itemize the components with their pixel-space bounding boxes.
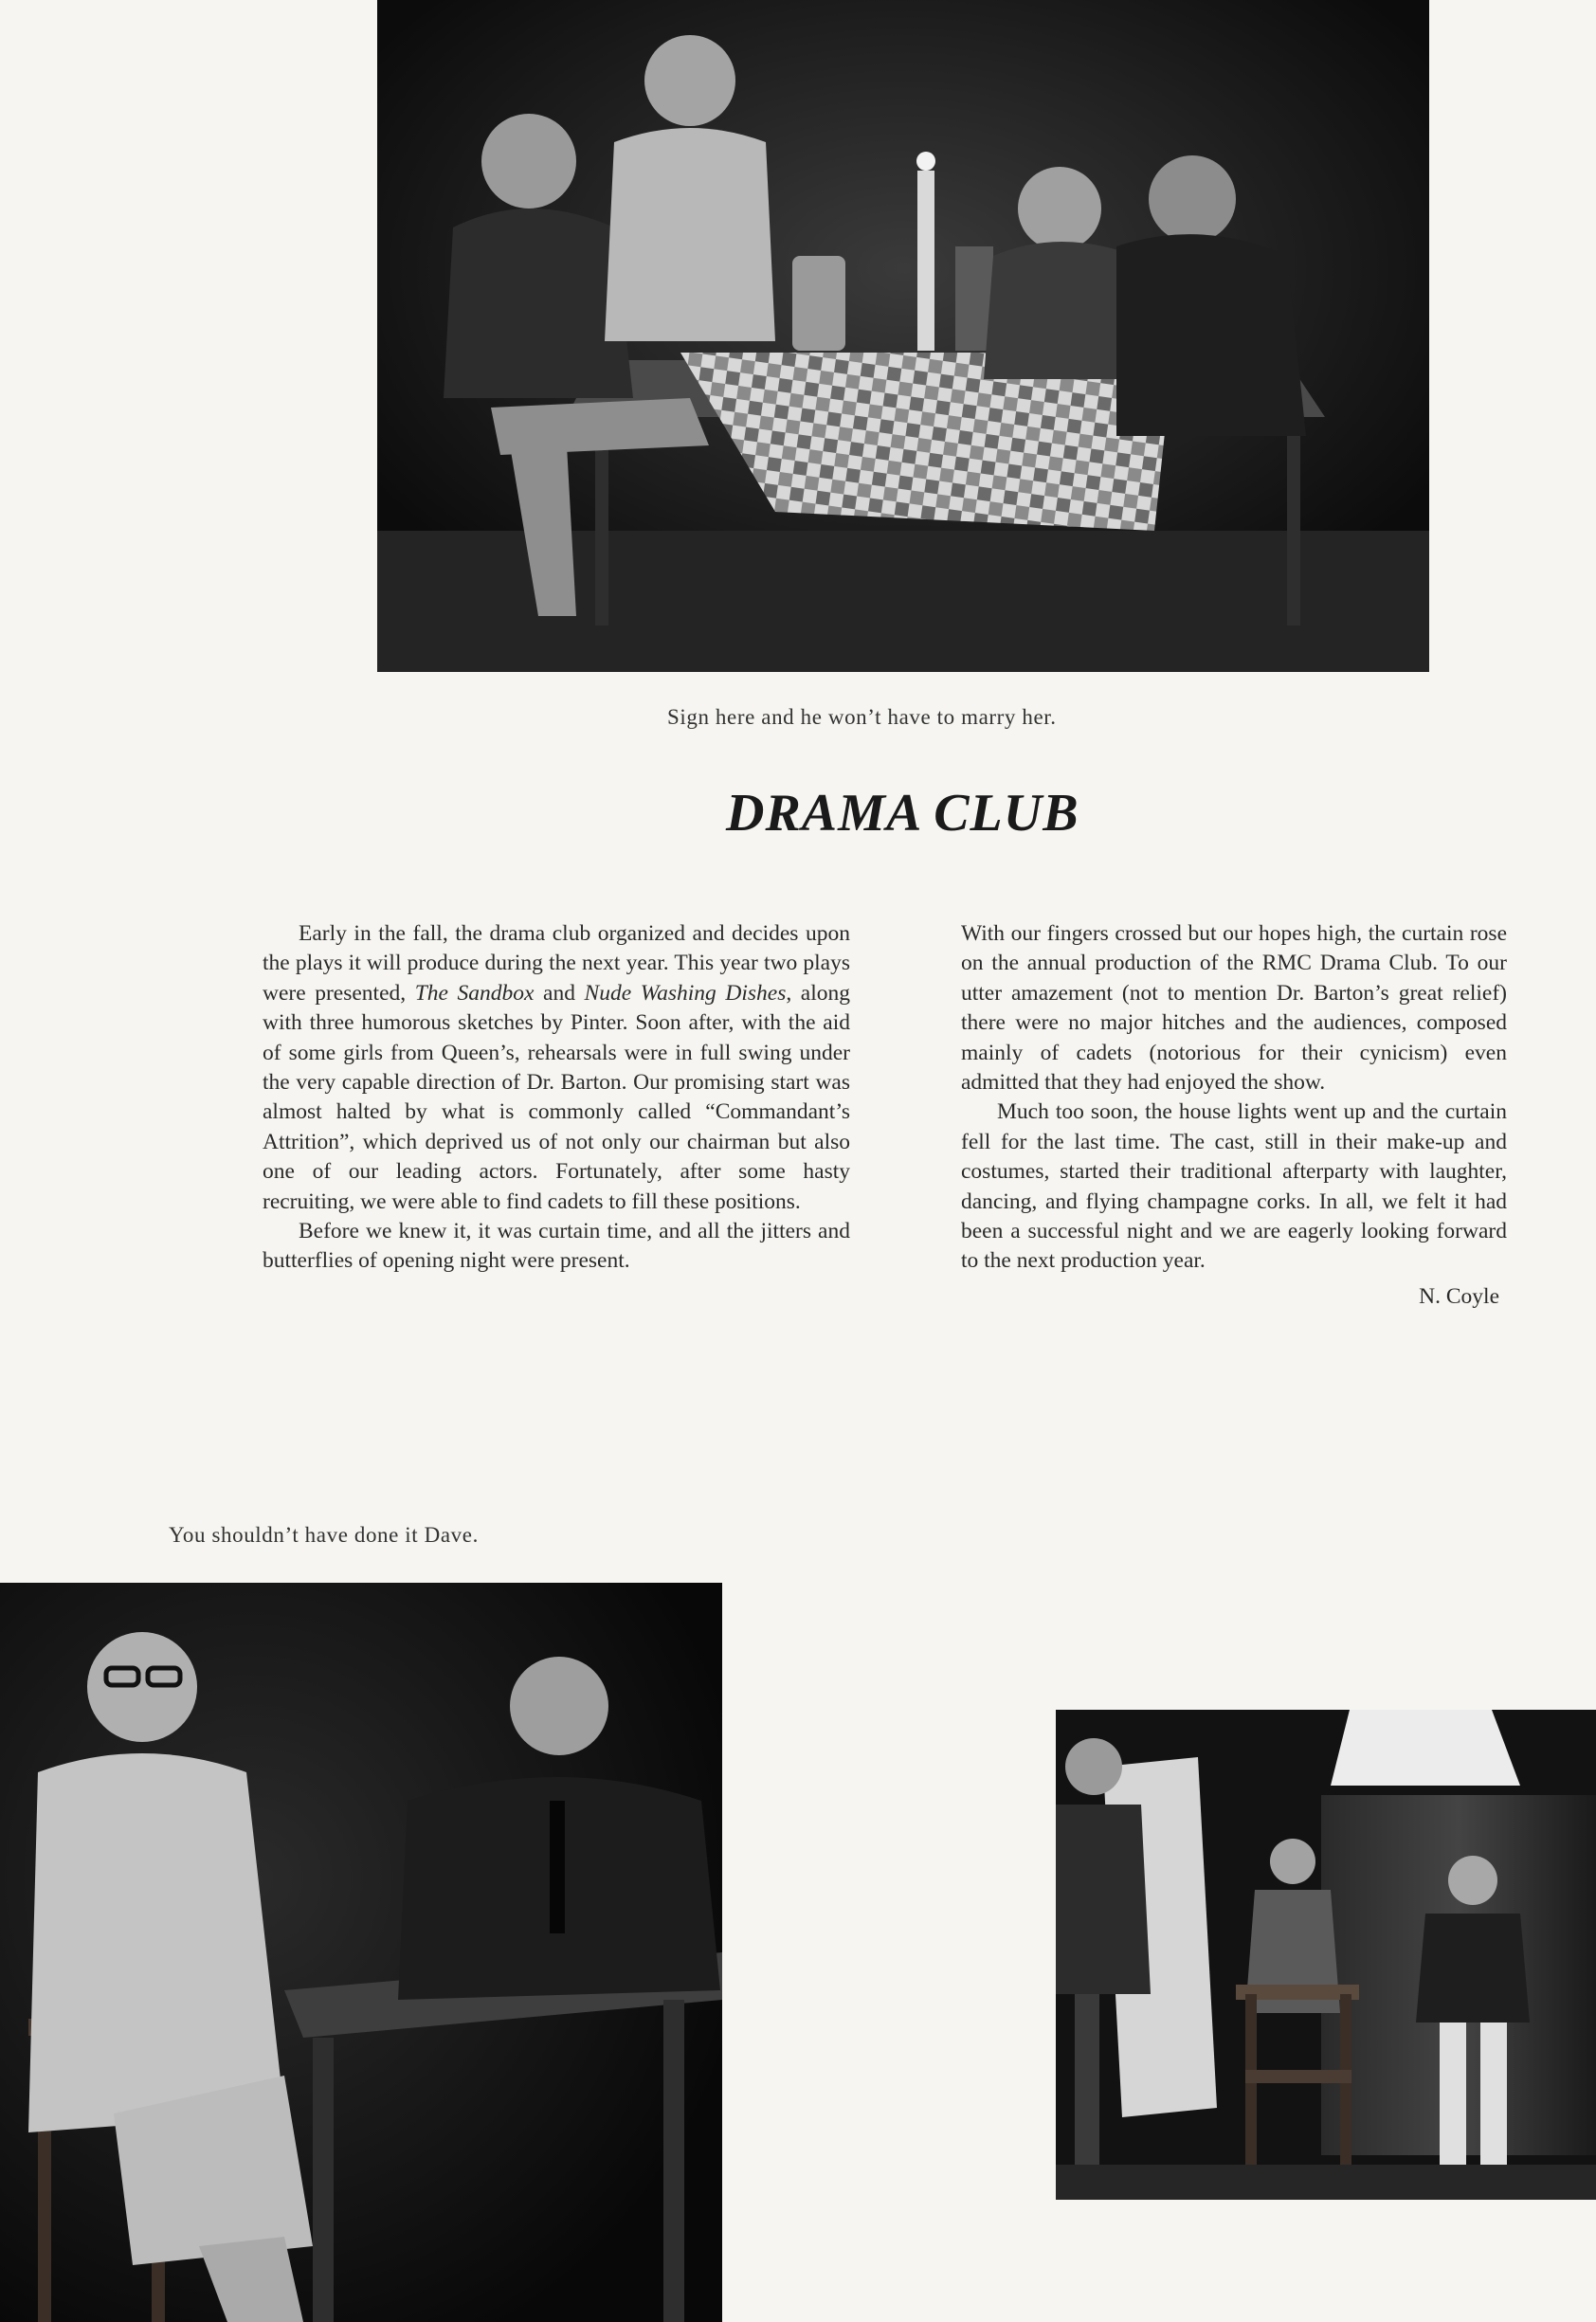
page-title: DRAMA CLUB [726, 784, 1079, 843]
author-signature: N. Coyle [1419, 1283, 1499, 1309]
play-title-nude-washing-dishes: Nude Washing Dishes [584, 980, 787, 1006]
article-paragraph: Much too soon, the house lights went up and the curtain fell for the last time. The cast, still in their make-up and costumes, started their traditional afterparty with laughter, dancing, and flying champagne corks. In all, we felt it had been a successful night and we are eagerly looking forward to the next production year. [961, 1099, 1507, 1274]
photo-stage-scene [1056, 1710, 1596, 2200]
play-title-sandbox: The Sandbox [414, 980, 535, 1006]
article-paragraph: With our fingers crossed but our hopes high, the curtain rose on the annual production of the RMC Drama Club. To our utter amazement (not to mention Dr. Barton’s great relief) there were no major hitches and the audiences, composed mainly of cadets (notorious for their cynicism) even admitted that they had enjoyed the show. [961, 921, 1507, 1096]
article-column-left [263, 919, 850, 1277]
article-paragraph: Before we knew it, it was curtain time, and all the jitters and butterflies of opening night were present. [263, 1219, 850, 1274]
paragraph-text: and [534, 980, 585, 1006]
article-column-right [961, 919, 1507, 1312]
photo-table-scene [377, 0, 1429, 672]
paragraph-text: Early in the fall, the drama club organized and decides upon the plays it will produce during the next year. This year two plays were presented, [263, 921, 850, 1006]
article-paragraph [263, 919, 850, 1217]
paragraph-text: , along with three humorous sketches by Pinter. Soon after, with the aid of some girls from Queen’s, rehearsals were in full swing under the very capable direction of Dr. Barton. Our promising start was almost halted by what is commonly called “Commandant’s Attrition”, which deprived us of not only our chairman but also one of our leading actors. Fortunately, after some hasty recruiting, we were able to find cadets to fill these positions. [263, 980, 851, 1214]
photo-interrogation-scene [0, 1583, 722, 2322]
photo-caption-bottom: You shouldn’t have done it Dave. [169, 1523, 479, 1547]
photo-caption-top: Sign here and he won’t have to marry her. [667, 705, 1057, 729]
